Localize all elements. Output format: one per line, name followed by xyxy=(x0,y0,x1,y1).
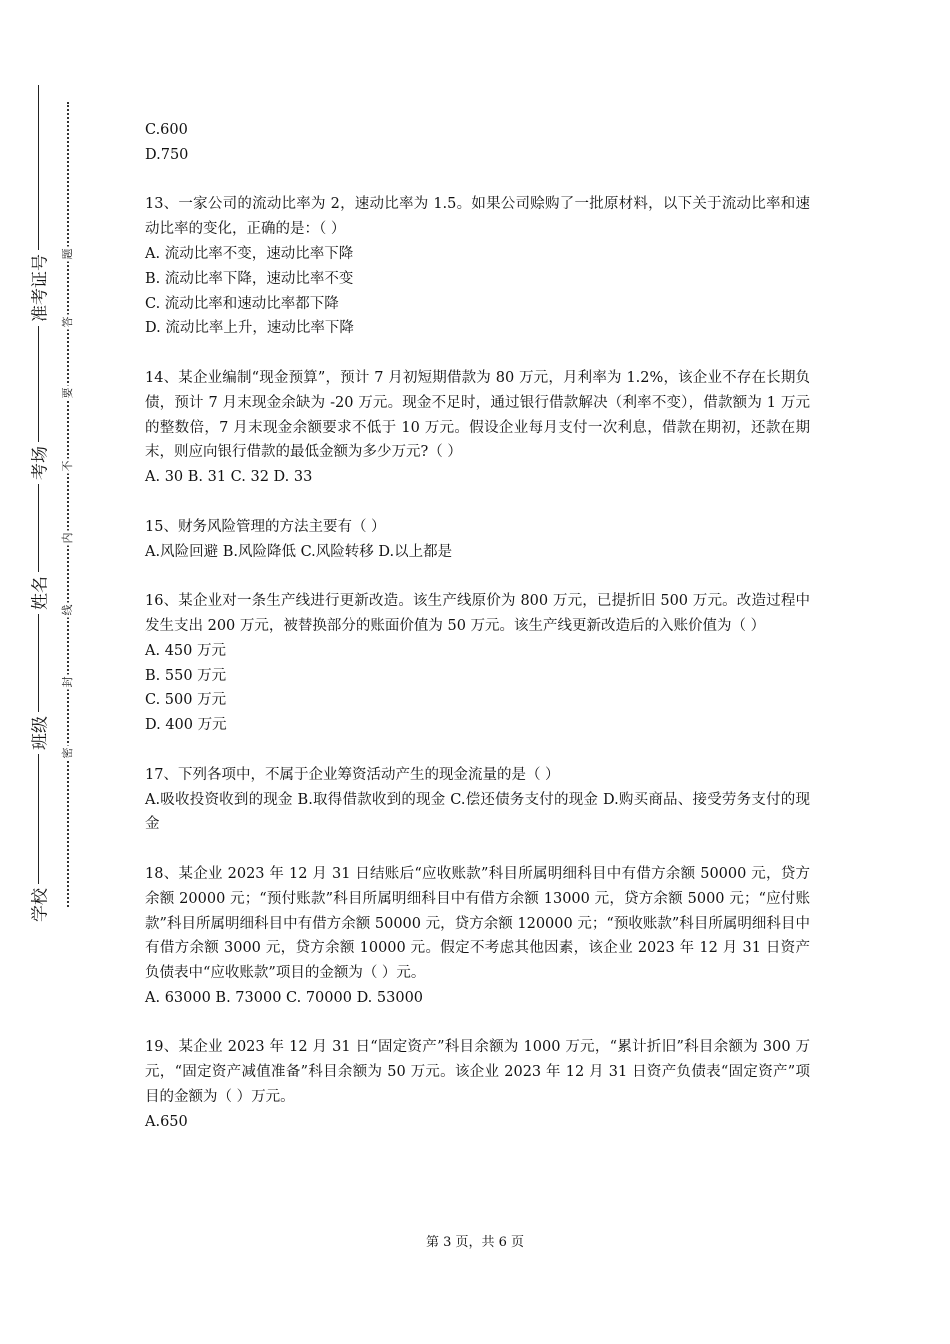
question-15 xyxy=(145,515,810,565)
field-exam-number: 准考证号 xyxy=(24,250,53,326)
option-line: A.650 xyxy=(145,1113,188,1130)
seal-char: 答 xyxy=(58,315,76,330)
option-line: A. 63000 B. 73000 C. 70000 D. 53000 xyxy=(145,989,424,1006)
field-class: 班级 xyxy=(24,712,53,754)
question-19 xyxy=(145,1035,810,1134)
question-17 xyxy=(145,763,810,837)
seal-char: 要 xyxy=(58,386,76,401)
option-line: D. 流动比率上升，速动比率下降 xyxy=(145,320,354,337)
option-line: B. 流动比率下降，速动比率不变 xyxy=(145,270,354,287)
seal-dotted-line xyxy=(67,102,69,907)
option-line: C. 流动比率和速动比率都下降 xyxy=(145,295,339,312)
question-13 xyxy=(145,192,810,341)
seal-char: 内 xyxy=(58,531,76,546)
question-stem: 16、某企业对一条生产线进行更新改造。该生产线原价为 800 万元，已提折旧 500 万元。改造过程中发生支出 200 万元，被替换部分的账面价值为 50 万元。该生产线更新改造后的入账价值为（ ） xyxy=(145,593,810,634)
option-line: A. 30 B. 31 C. 32 D. 33 xyxy=(145,469,313,486)
field-exam-room: 考场 xyxy=(24,442,53,484)
option-line: C.600 xyxy=(145,122,188,138)
question-12-tail xyxy=(145,118,810,168)
field-school: 学校 xyxy=(24,884,53,926)
field-name: 姓名 xyxy=(24,572,53,614)
option-line: C. 500 万元 xyxy=(145,692,227,709)
seal-char: 封 xyxy=(58,675,76,690)
question-stem: 14、某企业编制“现金预算”，预计 7 月初短期借款为 80 万元，月利率为 1.2%，该企业不存在长期负债，预计 7 月末现金余缺为 -20 万元。现金不足时，通过银行借款解决（利率不变），借款额为 1 万元的整数倍，7 月末现金余额要求不低于 10 万元。假设企业每月支付一次利息，借款在期初，还款在期末，则应向银行借款的最低金额为多少万元?（ ） xyxy=(145,369,810,461)
option-line: A. 450 万元 xyxy=(145,642,226,659)
seal-char: 不 xyxy=(58,459,76,474)
question-stem: 19、某企业 2023 年 12 月 31 日“固定资产”科目余额为 1000 万元，“累计折旧”科目余额为 300 万元，“固定资产减值准备”科目余额为 50 万元。该企业 2023 年 12 月 31 日资产负债表“固定资产”项目的金额为（ ）万元。 xyxy=(145,1039,810,1106)
option-line: D. 400 万元 xyxy=(145,717,227,734)
question-stem: 18、某企业 2023 年 12 月 31 日结账后“应收账款”科目所属明细科目中有借方余额 50000 元，贷方余额 20000 元；“预付账款”科目所属明细科目中有借方余额 13000 元，贷方余额 5000 元；“应付账款”科目所属明细科目中有借方余额 50000 元，贷方余额 120000 元；“预收账款”科目所属明细科目中有借方余额 3000 元，贷方余额 10000 元。假定不考虑其他因素，该企业 2023 年 12 月 31 日资产负债表中“应收账款”项目的金额为（ ）元。 xyxy=(145,865,810,982)
question-stem: 13、一家公司的流动比率为 2，速动比率为 1.5。如果公司赊购了一批原材料，以下关于流动比率和速动比率的变化，正确的是：（ ） xyxy=(145,196,810,238)
option-line: B. 550 万元 xyxy=(145,667,227,684)
option-line: A.吸收投资收到的现金 B.取得借款收到的现金 C.偿还债务支付的现金 D.购买商品、接受劳务支付的现金 xyxy=(145,791,810,833)
question-16 xyxy=(145,589,810,738)
page-footer: 第 3 页，共 6 页 xyxy=(425,1235,525,1250)
question-stem: 15、财务风险管理的方法主要有（ ） xyxy=(145,518,386,535)
binding-solid-line xyxy=(38,85,39,925)
question-content xyxy=(145,118,810,1135)
option-line: A. 流动比率不变，速动比率下降 xyxy=(145,245,354,262)
question-18 xyxy=(145,862,810,1011)
question-14 xyxy=(145,366,810,490)
question-stem: 17、下列各项中，不属于企业筹资活动产生的现金流量的是（ ） xyxy=(145,766,560,783)
binding-margin xyxy=(0,0,110,1344)
option-line: D.750 xyxy=(145,146,189,163)
seal-char: 线 xyxy=(58,603,76,618)
option-line: A.风险回避 B.风险降低 C.风险转移 D.以上都是 xyxy=(145,543,453,560)
seal-char: 题 xyxy=(58,247,76,262)
seal-char: 密 xyxy=(58,746,76,761)
